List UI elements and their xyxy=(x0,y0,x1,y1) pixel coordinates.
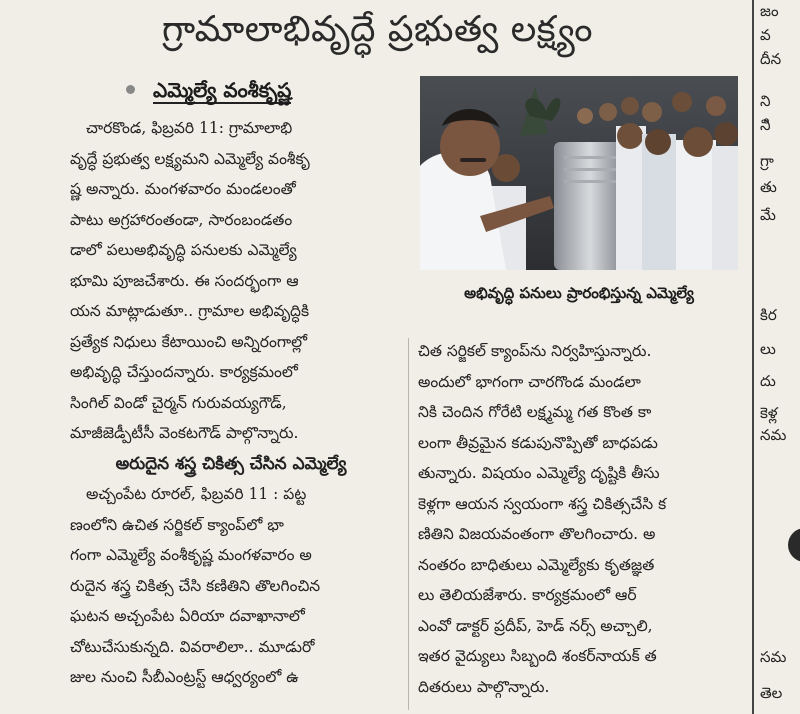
article-line: నంతరం బాధితులు ఎమ్మెల్యేకు కృతజ్ఞత xyxy=(418,555,655,574)
article-line: మాజీజెడ్పీటీసీ వెంకటగౌడ్ పాల్గొన్నారు. xyxy=(70,424,299,442)
article-line: అభివృద్ధి చేస్తుందన్నారు. కార్యక్రమంలో xyxy=(70,363,298,381)
fragment-text: నమ xyxy=(760,426,787,444)
fragment-text: కిర xyxy=(760,306,777,324)
article-line: సింగిల్ విండో చైర్మన్ గురువయ్యగౌడ్, xyxy=(70,393,287,412)
article-line: ఎంవో డాక్టర్ ప్రదీప్, హెడ్ నర్స్ అచ్చాలి, xyxy=(418,616,653,635)
fragment-text: లు xyxy=(760,340,776,358)
fragment-text: దు xyxy=(760,372,776,390)
right-column-article xyxy=(418,336,748,702)
article-line: దితరులు పాల్గొన్నారు. xyxy=(418,677,550,696)
article-line: ష్ణ అన్నారు. మంగళవారం మండలంతో xyxy=(70,180,296,198)
photo-caption: అభివృద్ధి పనులు ప్రారంభిస్తున్న ఎమ్మెల్యే xyxy=(464,284,694,302)
fragment-text: తెల xyxy=(760,684,783,702)
fragment-text: సమ xyxy=(760,648,787,666)
fragment-text: జం xyxy=(760,2,779,20)
article-line: వృద్ధే ప్రభుత్వ లక్ష్యమని ఎమ్మెల్యే వంశీకృ xyxy=(70,149,310,168)
article-line: చిత సర్జికల్ క్యాంప్‌ను నిర్వహిస్తున్నారు. xyxy=(418,342,652,360)
article-line: యన మాట్లాడుతూ.. గ్రామాల అభివృద్ధికి xyxy=(70,302,310,320)
article-line: డాలో పలుఅభివృద్ధి పనులకు ఎమ్మెల్యే xyxy=(70,241,297,259)
article-line: చోటుచేసుకున్నది. వివరాలిలా.. మూడురో xyxy=(70,637,315,656)
article-line: ణంలోని ఉచిత సర్జికల్ క్యాంప్‌లో భా xyxy=(70,515,284,534)
article-line: గంగా ఎమ్మెల్యే వంశీకృష్ణ మంగళవారం అ xyxy=(70,546,312,564)
adjacent-article-fragment xyxy=(760,0,800,714)
article-line: జుల నుంచి సీబీఎంట్రస్ట్ ఆధ్వర్యంలో ఉ xyxy=(70,668,299,686)
fragment-text: దీన xyxy=(760,50,782,68)
article-line: ఘటన అచ్చంపేట ఏరియా దవాఖానాలో xyxy=(70,607,305,625)
article-line: నికి చెందిన గోరేటి లక్ష్మమ్మ గత కొంత కా xyxy=(418,403,652,421)
news-photo xyxy=(420,76,738,270)
article-line: ణితిని విజయవంతంగా తొలగించారు. అ xyxy=(418,525,656,543)
article-line: అచ్చంపేట రూరల్, ఫిబ్రవరి 11 : పట్ట xyxy=(86,485,307,503)
fragment-text: గ్రా xyxy=(760,152,774,170)
subheading: అరుదైన శస్త్ర చికిత్స చేసిన ఎమ్మెల్యే xyxy=(115,453,347,474)
photo-illustration xyxy=(420,76,738,270)
column-divider xyxy=(408,338,409,710)
left-column-article xyxy=(70,113,392,693)
fragment-text: ని xyxy=(760,92,771,110)
article-line: భూమి పూజచేశారు. ఈ సందర్భంగా ఆ xyxy=(70,271,299,290)
article-line: లు తెలియజేశారు. కార్యక్రమంలో ఆర్ xyxy=(418,586,637,604)
byline xyxy=(126,76,291,104)
bullet-icon xyxy=(126,85,135,94)
article-line: పాటు అగ్రహారంతండా, సారంబండతం xyxy=(70,210,293,229)
headline: గ్రామాలాభివృద్ధే ప్రభుత్వ లక్ష్యం xyxy=(162,9,593,50)
fragment-text: కెళ్ల xyxy=(760,404,778,422)
fragment-text: వ xyxy=(760,26,771,44)
article-line: చారకొండ, ఫిబ్రవరి 11: గ్రామాలాభి xyxy=(86,119,293,137)
fragment-text: తు xyxy=(760,178,777,196)
article-line: తున్నారు. విషయం ఎమ్మెల్యే దృష్టికి తీసు xyxy=(418,464,660,482)
article-line: లంగా తీవ్రమైన కడుపునొప్పితో బాధపడు xyxy=(418,433,658,452)
page-column-rule xyxy=(752,0,754,714)
fragment-text: మే xyxy=(760,206,776,224)
article-line: రుదైన శస్త్ర చికిత్స చేసి కణితిని తొలగించిన xyxy=(70,576,321,595)
article-line: కెళ్లగా ఆయన స్వయంగా శస్త్ర చికిత్సచేసి క xyxy=(418,494,667,513)
article-line: అందులో భాగంగా చారగొండ మండలా xyxy=(418,372,641,391)
article-line: ఇతర వైద్యులు సిబ్బంది శంకర్‌నాయక్ త xyxy=(418,647,657,665)
article-line: ప్రత్యేక నిధులు కేటాయించి అన్నిరంగాల్లో xyxy=(70,332,308,351)
byline-name: ఎమ్మెల్యే వంశీకృష్ణ xyxy=(153,78,292,102)
fragment-text: నిి xyxy=(760,116,771,134)
